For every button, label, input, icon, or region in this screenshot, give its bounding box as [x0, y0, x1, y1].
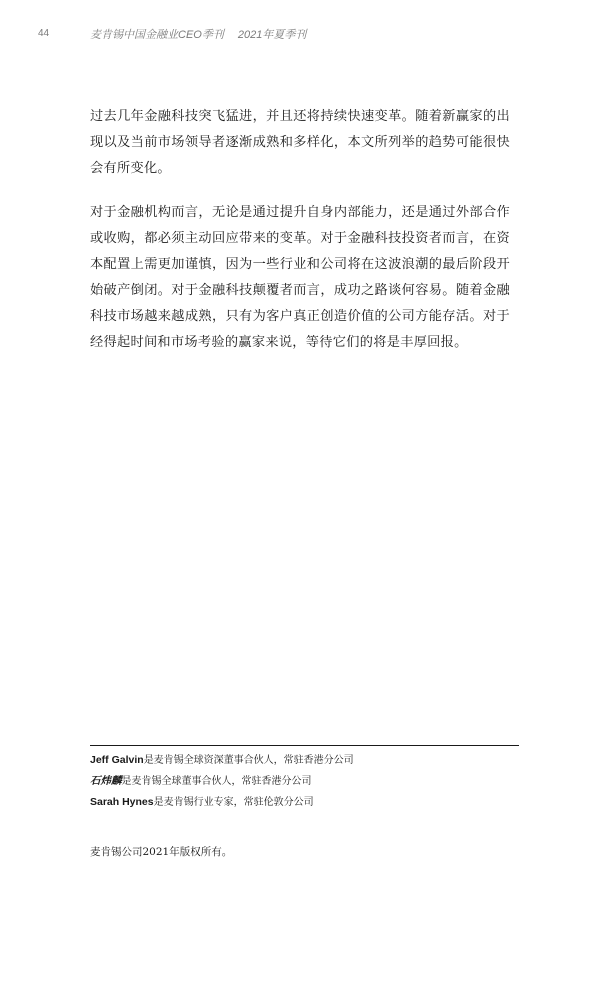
author-description: 是麦肯锡全球资深董事合伙人，常驻香港分公司: [143, 755, 354, 766]
author-line: [90, 750, 520, 771]
body-paragraph: 对于金融机构而言，无论是通过提升自身内部能力，还是通过外部合作或收购，都必须主动回应带来的变革。对于金融科技投资者而言，在资本配置上需更加谨慎，因为一些行业和公司将在这波浪潮的最后阶段开始破产倒闭。对于金融科技颠覆者而言，成功之路谈何容易。随着金融科技市场越来越成熟，只有为客户真正创造价值的公司方能存活。对于经得起时间和市场考验的赢家来说，等待它们的将是丰厚回报。: [90, 205, 510, 350]
author-line: [90, 771, 520, 792]
author-list: [90, 750, 520, 813]
copyright-notice: 麦肯锡公司2021年版权所有。: [90, 846, 233, 858]
article-body: [90, 104, 510, 374]
section-divider: [90, 745, 519, 746]
author-line: [90, 792, 520, 813]
author-description: 是麦肯锡行业专家，常驻伦敦分公司: [153, 797, 314, 808]
author-name: Jeff Galvin: [90, 754, 144, 766]
running-header: [90, 26, 306, 42]
body-paragraph: 过去几年金融科技突飞猛进，并且还将持续快速变革。随着新赢家的出现以及当前市场领导者逐渐成熟和多样化，本文所列举的趋势可能很快会有所变化。: [90, 109, 510, 176]
page-number: 44: [38, 28, 50, 39]
author-name: 石炜麟: [90, 775, 122, 787]
publication-title: 麦肯锡中国金融业CEO季刊: [90, 29, 224, 41]
author-name: Sarah Hynes: [90, 796, 154, 808]
author-description: 是麦肯锡全球董事合伙人，常驻香港分公司: [121, 776, 312, 787]
issue-label: 2021年夏季刊: [237, 29, 307, 41]
